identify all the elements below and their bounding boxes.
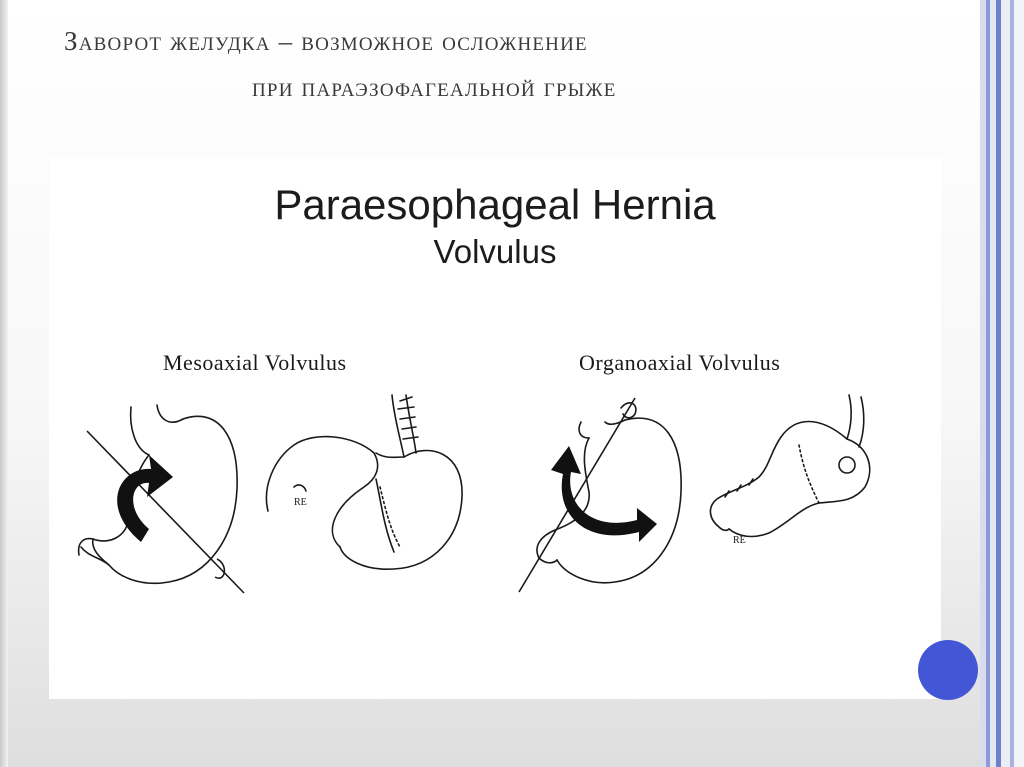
organoaxial-re-label: RE xyxy=(733,535,746,546)
decor-band xyxy=(1001,0,1010,767)
decorative-blue-circle xyxy=(918,640,978,700)
slide-title-line-2: при параэзофагеальной грыже xyxy=(252,72,617,102)
slide-title-line-1: Заворот желудка – возможное осложнение xyxy=(64,26,588,56)
left-edge-shadow xyxy=(0,0,8,767)
decor-band xyxy=(1014,0,1024,767)
figure-subtitle: Volvulus xyxy=(433,233,557,270)
organoaxial-rotated-stomach-illustration xyxy=(699,387,899,567)
slide-title xyxy=(64,18,924,110)
organoaxial-label: Organoaxial Volvulus xyxy=(579,350,781,375)
mesoaxial-twisted-stomach-illustration xyxy=(254,387,474,582)
volvulus-figure xyxy=(49,157,941,699)
organo-axis-line xyxy=(519,398,635,592)
mesoaxial-re-label: RE xyxy=(294,497,307,508)
rotation-axis-line xyxy=(87,431,244,593)
mesoaxial-rotation-illustration xyxy=(69,397,269,607)
figure-title: Paraesophageal Hernia xyxy=(274,181,716,228)
curved-arrow-icon xyxy=(551,446,657,542)
mesoaxial-label: Mesoaxial Volvulus xyxy=(163,350,347,375)
